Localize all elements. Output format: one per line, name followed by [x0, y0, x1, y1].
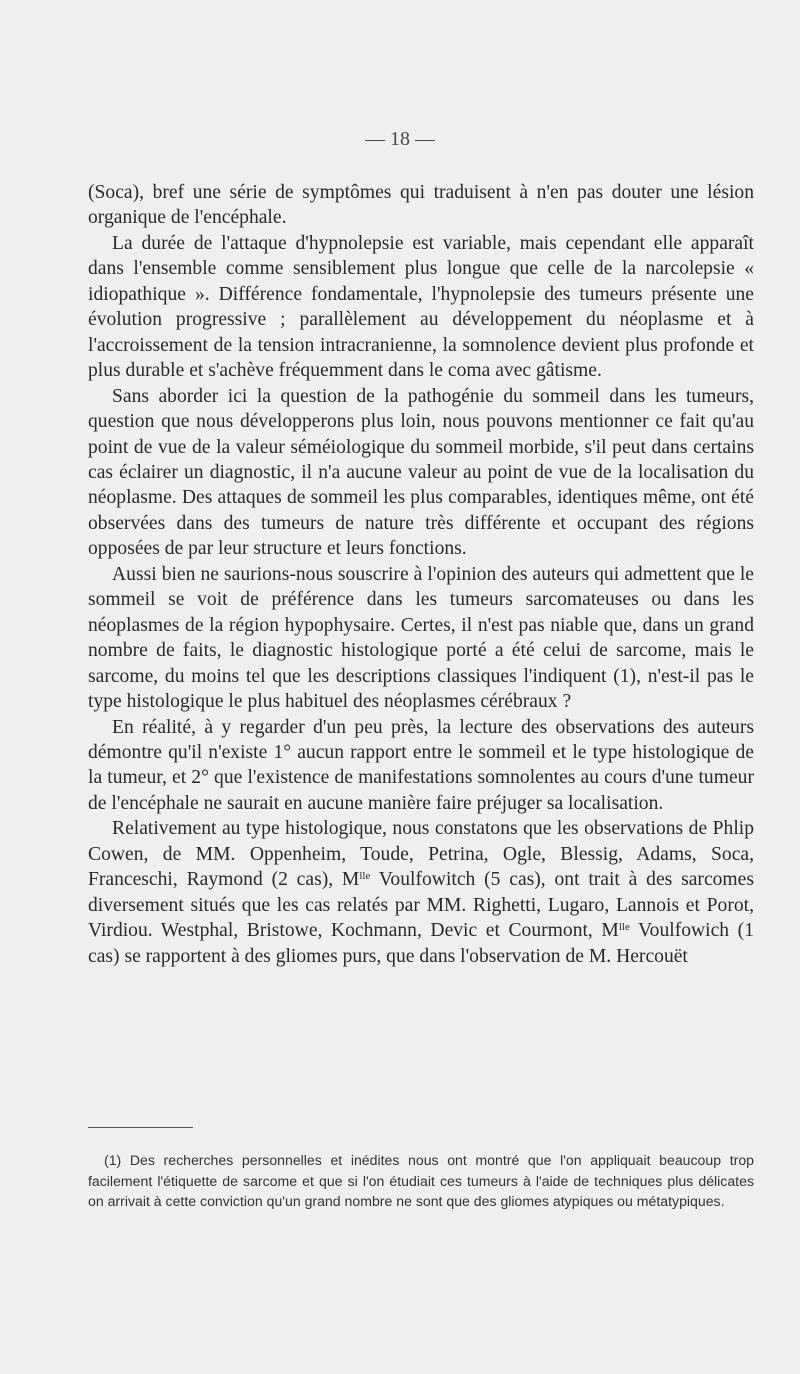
footnote-text: Des recherches personnelles et inédites nous ont montré que l'on appliquait beaucoup trop facilement l'étiquette de sarcome et que si l'on étudiait ces tumeurs à l'aide de techniques plus délicates on arrivait à cette conviction qu'un grand nombre ne sont que des gliomes atypiques ou métatypiques.: [88, 1152, 754, 1210]
main-text: [88, 180, 754, 969]
paragraph-4: Aussi bien ne saurions-nous souscrire à l'opinion des auteurs qui admettent que le sommeil se voit de préférence dans les tumeurs sarcomateuses ou dans les néoplasmes de la région hypophysaire. Certes, il n'est pas niable que, dans un grand nombre de faits, le diagnostic histologique porté a été celui de sarcome, mais le sarcome, du moins tel que les descriptions classiques l'indiquent (1), n'est-il pas le type histologique le plus habituel des néoplasmes cérébraux ?: [88, 563, 754, 713]
superscript-lle-1: lle: [359, 870, 371, 883]
page-number: — 18 —: [365, 128, 435, 150]
paragraph-6-part-2: Voulfowitch (5 cas), ont trait à des sarcomes diversement situés que les cas relatés par MM. Righetti, Lugaro, Lannois et Porot, Virdiou. Westphal, Bristowe, Kochmann, Devic et Courmont, M: [88, 869, 754, 942]
footnote: [88, 1150, 754, 1212]
superscript-lle-2: lle: [618, 921, 630, 934]
footnote-divider: [88, 1127, 193, 1128]
paragraph-1: (Soca), bref une série de symptômes qui traduisent à n'en pas douter une lésion organique de l'encéphale.: [88, 182, 754, 229]
paragraph-6-part-1: Relativement au type histologique, nous constatons que les observations de Phlip Cowen, de MM. Oppenheim, Toude, Petrina, Ogle, Blessig, Adams, Soca, Franceschi, Raymond (2 cas), M: [88, 818, 754, 891]
paragraph-6: [88, 816, 754, 969]
footnote-marker: (1): [104, 1152, 122, 1168]
paragraph-6-part-3: Voulfowich (1 cas) se rapportent à des gliomes purs, que dans l'observation de M. Hercouët: [88, 920, 754, 967]
paragraph-5: En réalité, à y regarder d'un peu près, la lecture des observations des auteurs démontre qu'il n'existe 1° aucun rapport entre le sommeil et le type histologique de la tumeur, et 2° que l'existence de manifestations somnolentes au cours d'une tumeur de l'encéphale ne saurait en aucune manière faire préjuger sa localisation.: [88, 716, 754, 814]
paragraph-2: La durée de l'attaque d'hypnolepsie est variable, mais cependant elle apparaît dans l'ensemble comme sensiblement plus longue que celle de la narcolepsie « idiopathique ». Différence fondamentale, l'hypnolepsie des tumeurs présente une évolution progressive ; parallèlement au développement du néoplasme et à l'accroissement de la tension intracranienne, la somnolence devient plus profonde et plus durable et s'achève fréquemment dans le coma avec gâtisme.: [88, 232, 754, 382]
paragraph-3: Sans aborder ici la question de la pathogénie du sommeil dans les tumeurs, question que nous développerons plus loin, nous pouvons mentionner ce fait qu'au point de vue de la valeur séméiologique du sommeil morbide, s'il peut dans certains cas éclairer un diagnostic, il n'a aucune valeur au point de vue de la localisation du néoplasme. Des attaques de sommeil les plus comparables, identiques même, ont été observées dans des tumeurs de nature très différente et occupant des régions opposées de par leur structure et leurs fonctions.: [88, 385, 754, 560]
